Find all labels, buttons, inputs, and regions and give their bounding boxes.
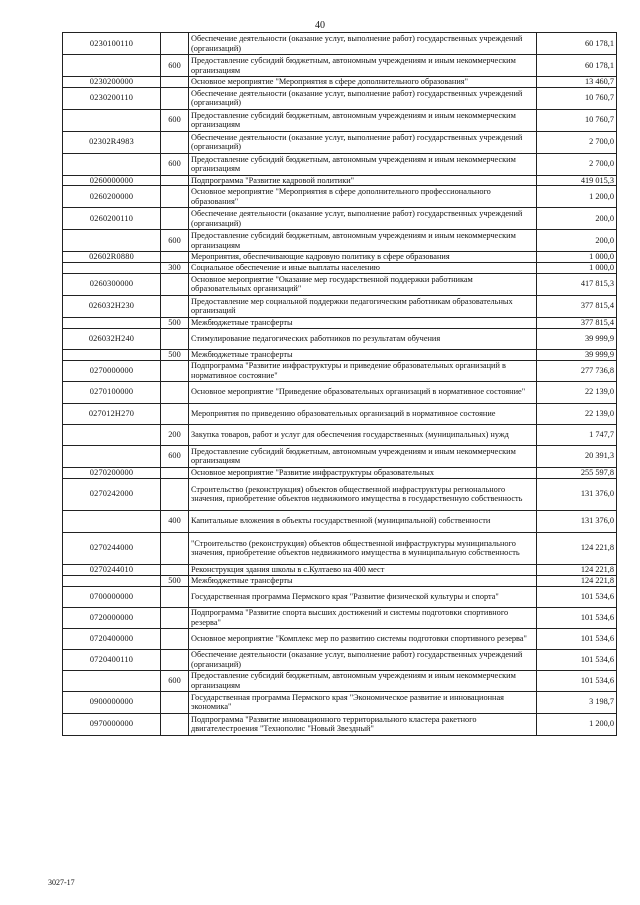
row-name: Капитальные вложения в объекты государственной (муниципальной) собственности bbox=[189, 510, 537, 532]
table-row bbox=[63, 328, 617, 349]
row-amount: 13 460,7 bbox=[537, 77, 617, 88]
row-amount: 3 198,7 bbox=[537, 691, 617, 713]
row-name: Строительство (реконструкция) объектов общественной инфраструктуры регионального значения, приобретение объектов недвижимого имущества в государственную собственность bbox=[189, 478, 537, 510]
row-name: Основное мероприятие "Приведение образовательных организаций в нормативное состояние" bbox=[189, 381, 537, 403]
row-code bbox=[63, 230, 161, 252]
row-code bbox=[63, 317, 161, 328]
row-expense-type bbox=[161, 360, 189, 381]
row-expense-type bbox=[161, 77, 189, 88]
row-expense-type: 600 bbox=[161, 109, 189, 131]
table-row bbox=[63, 295, 617, 317]
row-amount: 377 815,4 bbox=[537, 295, 617, 317]
row-expense-type bbox=[161, 328, 189, 349]
row-amount: 10 760,7 bbox=[537, 109, 617, 131]
row-amount: 1 747,7 bbox=[537, 424, 617, 445]
row-name: Закупка товаров, работ и услуг для обеспечения государственных (муниципальных) нужд bbox=[189, 424, 537, 445]
row-expense-type bbox=[161, 691, 189, 713]
row-name: Государственная программа Пермского края "Экономическое развитие и инновационная экономика" bbox=[189, 691, 537, 713]
row-code: 0270244010 bbox=[63, 564, 161, 575]
table-row bbox=[63, 713, 617, 735]
row-amount: 377 815,4 bbox=[537, 317, 617, 328]
row-name: Основное мероприятие "Мероприятия в сфере дополнительного профессионального образования" bbox=[189, 186, 537, 208]
row-expense-type: 600 bbox=[161, 230, 189, 252]
row-name: Предоставление субсидий бюджетным, автономным учреждениям и иным некоммерческим организациям bbox=[189, 445, 537, 467]
row-amount: 39 999,9 bbox=[537, 349, 617, 360]
row-code bbox=[63, 424, 161, 445]
table-row bbox=[63, 153, 617, 175]
table-row bbox=[63, 186, 617, 208]
row-amount: 39 999,9 bbox=[537, 328, 617, 349]
row-code bbox=[63, 349, 161, 360]
row-name: Подпрограмма "Развитие кадровой политики" bbox=[189, 175, 537, 186]
table-row bbox=[63, 317, 617, 328]
document-footer-code: 3027-17 bbox=[48, 878, 75, 887]
row-code: 0230100110 bbox=[63, 33, 161, 55]
row-code: 0720400000 bbox=[63, 628, 161, 649]
row-code: 02602R0880 bbox=[63, 252, 161, 263]
table-row bbox=[63, 628, 617, 649]
row-code: 0270100000 bbox=[63, 381, 161, 403]
row-amount: 22 139,0 bbox=[537, 381, 617, 403]
row-amount: 101 534,6 bbox=[537, 607, 617, 628]
row-code bbox=[63, 55, 161, 77]
table-row bbox=[63, 564, 617, 575]
table-row bbox=[63, 381, 617, 403]
row-name: Предоставление субсидий бюджетным, автономным учреждениям и иным некоммерческим организациям bbox=[189, 153, 537, 175]
row-code: 026032Н240 bbox=[63, 328, 161, 349]
row-amount: 124 221,8 bbox=[537, 532, 617, 564]
row-code bbox=[63, 670, 161, 691]
row-expense-type: 500 bbox=[161, 575, 189, 586]
table-row bbox=[63, 349, 617, 360]
row-expense-type bbox=[161, 564, 189, 575]
row-expense-type bbox=[161, 186, 189, 208]
row-code: 0720000000 bbox=[63, 607, 161, 628]
row-code: 026032Н230 bbox=[63, 295, 161, 317]
row-name: Предоставление субсидий бюджетным, автономным учреждениям и иным некоммерческим организациям bbox=[189, 670, 537, 691]
table-row bbox=[63, 586, 617, 607]
row-expense-type bbox=[161, 467, 189, 478]
table-row bbox=[63, 510, 617, 532]
row-expense-type bbox=[161, 713, 189, 735]
row-code: 0900000000 bbox=[63, 691, 161, 713]
row-amount: 124 221,8 bbox=[537, 575, 617, 586]
row-amount: 2 700,0 bbox=[537, 153, 617, 175]
row-name: Обеспечение деятельности (оказание услуг, выполнение работ) государственных учреждений (организаций) bbox=[189, 131, 537, 153]
budget-table-body bbox=[63, 33, 617, 736]
row-name: Социальное обеспечение и иные выплаты населению bbox=[189, 262, 537, 273]
row-name: "Строительство (реконструкция) объектов общественной инфраструктуры муниципального значения, приобретение объектов недвижимого имущества в муниципальную собственность bbox=[189, 532, 537, 564]
row-name: Основное мероприятие "Оказание мер государственной поддержки работникам образовательных организаций" bbox=[189, 273, 537, 295]
row-code: 027012Н270 bbox=[63, 403, 161, 424]
table-row bbox=[63, 691, 617, 713]
table-row bbox=[63, 670, 617, 691]
row-expense-type bbox=[161, 33, 189, 55]
row-name: Межбюджетные трансферты bbox=[189, 575, 537, 586]
table-row bbox=[63, 424, 617, 445]
row-expense-type: 600 bbox=[161, 55, 189, 77]
row-code: 0230200110 bbox=[63, 87, 161, 109]
row-expense-type bbox=[161, 131, 189, 153]
table-row bbox=[63, 532, 617, 564]
table-row bbox=[63, 208, 617, 230]
row-name: Предоставление мер социальной поддержки педагогическим работникам образовательных организаций bbox=[189, 295, 537, 317]
row-name: Обеспечение деятельности (оказание услуг, выполнение работ) государственных учреждений (организаций) bbox=[189, 87, 537, 109]
row-amount: 200,0 bbox=[537, 230, 617, 252]
row-amount: 20 391,3 bbox=[537, 445, 617, 467]
table-row bbox=[63, 478, 617, 510]
row-amount: 131 376,0 bbox=[537, 478, 617, 510]
row-code bbox=[63, 445, 161, 467]
row-amount: 200,0 bbox=[537, 208, 617, 230]
row-amount: 277 736,8 bbox=[537, 360, 617, 381]
row-name: Основное мероприятие "Мероприятия в сфере дополнительного образования" bbox=[189, 77, 537, 88]
row-code bbox=[63, 510, 161, 532]
row-code: 02302R4983 bbox=[63, 131, 161, 153]
row-name: Обеспечение деятельности (оказание услуг, выполнение работ) государственных учреждений (организаций) bbox=[189, 33, 537, 55]
table-row bbox=[63, 55, 617, 77]
row-code bbox=[63, 575, 161, 586]
table-row bbox=[63, 607, 617, 628]
table-row bbox=[63, 262, 617, 273]
table-row bbox=[63, 360, 617, 381]
row-code: 0260200110 bbox=[63, 208, 161, 230]
row-expense-type bbox=[161, 607, 189, 628]
row-name: Подпрограмма "Развитие инновационного территориального кластера ракетного двигателестроения "Технополис "Новый Звездный" bbox=[189, 713, 537, 735]
row-code: 0270200000 bbox=[63, 467, 161, 478]
row-expense-type bbox=[161, 649, 189, 670]
table-row bbox=[63, 273, 617, 295]
row-name: Мероприятия по приведению образовательных организаций в нормативное состояние bbox=[189, 403, 537, 424]
row-amount: 1 200,0 bbox=[537, 713, 617, 735]
table-row bbox=[63, 131, 617, 153]
row-amount: 60 178,1 bbox=[537, 55, 617, 77]
row-expense-type: 600 bbox=[161, 670, 189, 691]
row-code: 0260300000 bbox=[63, 273, 161, 295]
table-row bbox=[63, 445, 617, 467]
row-code: 0720400110 bbox=[63, 649, 161, 670]
row-code: 0270000000 bbox=[63, 360, 161, 381]
table-row bbox=[63, 230, 617, 252]
row-name: Основное мероприятие "Комплекс мер по развитию системы подготовки спортивного резерва" bbox=[189, 628, 537, 649]
row-amount: 417 815,3 bbox=[537, 273, 617, 295]
row-expense-type bbox=[161, 87, 189, 109]
row-name: Подпрограмма "Развитие инфраструктуры и приведение образовательных организаций в нормативное состояние" bbox=[189, 360, 537, 381]
row-expense-type bbox=[161, 628, 189, 649]
row-code: 0970000000 bbox=[63, 713, 161, 735]
row-amount: 255 597,8 bbox=[537, 467, 617, 478]
row-code: 0270244000 bbox=[63, 532, 161, 564]
row-name: Подпрограмма "Развитие спорта высших достижений и системы подготовки спортивного резерва" bbox=[189, 607, 537, 628]
row-amount: 1 200,0 bbox=[537, 186, 617, 208]
row-amount: 60 178,1 bbox=[537, 33, 617, 55]
row-amount: 10 760,7 bbox=[537, 87, 617, 109]
row-expense-type bbox=[161, 273, 189, 295]
table-row bbox=[63, 252, 617, 263]
row-name: Предоставление субсидий бюджетным, автономным учреждениям и иным некоммерческим организациям bbox=[189, 230, 537, 252]
row-expense-type bbox=[161, 381, 189, 403]
row-name: Обеспечение деятельности (оказание услуг, выполнение работ) государственных учреждений (организаций) bbox=[189, 208, 537, 230]
row-expense-type bbox=[161, 478, 189, 510]
row-amount: 1 000,0 bbox=[537, 252, 617, 263]
row-expense-type bbox=[161, 175, 189, 186]
row-expense-type bbox=[161, 532, 189, 564]
row-expense-type bbox=[161, 403, 189, 424]
row-expense-type bbox=[161, 586, 189, 607]
row-name: Государственная программа Пермского края "Развитие физической культуры и спорта" bbox=[189, 586, 537, 607]
row-name: Основное мероприятие "Развитие инфраструктуры образовательных bbox=[189, 467, 537, 478]
row-code bbox=[63, 109, 161, 131]
row-code: 0230200000 bbox=[63, 77, 161, 88]
row-amount: 101 534,6 bbox=[537, 649, 617, 670]
row-amount: 124 221,8 bbox=[537, 564, 617, 575]
table-row bbox=[63, 33, 617, 55]
row-expense-type: 600 bbox=[161, 445, 189, 467]
row-name: Мероприятия, обеспечивающие кадровую политику в сфере образования bbox=[189, 252, 537, 263]
row-name: Предоставление субсидий бюджетным, автономным учреждениям и иным некоммерческим организациям bbox=[189, 109, 537, 131]
row-amount: 101 534,6 bbox=[537, 586, 617, 607]
row-amount: 22 139,0 bbox=[537, 403, 617, 424]
row-name: Обеспечение деятельности (оказание услуг, выполнение работ) государственных учреждений (организаций) bbox=[189, 649, 537, 670]
row-expense-type: 500 bbox=[161, 349, 189, 360]
row-expense-type: 600 bbox=[161, 153, 189, 175]
row-expense-type: 300 bbox=[161, 262, 189, 273]
table-row bbox=[63, 175, 617, 186]
row-expense-type bbox=[161, 208, 189, 230]
table-row bbox=[63, 575, 617, 586]
row-name: Реконструкция здания школы в с.Култаево на 400 мест bbox=[189, 564, 537, 575]
table-row bbox=[63, 77, 617, 88]
row-code: 0270242000 bbox=[63, 478, 161, 510]
row-expense-type: 400 bbox=[161, 510, 189, 532]
row-name: Предоставление субсидий бюджетным, автономным учреждениям и иным некоммерческим организациям bbox=[189, 55, 537, 77]
row-expense-type bbox=[161, 295, 189, 317]
row-code bbox=[63, 262, 161, 273]
row-code: 0700000000 bbox=[63, 586, 161, 607]
row-amount: 2 700,0 bbox=[537, 131, 617, 153]
table-row bbox=[63, 649, 617, 670]
row-name: Стимулирование педагогических работников по результатам обучения bbox=[189, 328, 537, 349]
table-row bbox=[63, 403, 617, 424]
table-row bbox=[63, 109, 617, 131]
row-amount: 1 000,0 bbox=[537, 262, 617, 273]
row-amount: 419 015,3 bbox=[537, 175, 617, 186]
row-name: Межбюджетные трансферты bbox=[189, 349, 537, 360]
table-row bbox=[63, 87, 617, 109]
row-amount: 131 376,0 bbox=[537, 510, 617, 532]
row-expense-type bbox=[161, 252, 189, 263]
row-code: 0260200000 bbox=[63, 186, 161, 208]
row-amount: 101 534,6 bbox=[537, 670, 617, 691]
row-code bbox=[63, 153, 161, 175]
row-amount: 101 534,6 bbox=[537, 628, 617, 649]
row-expense-type: 500 bbox=[161, 317, 189, 328]
page-number: 40 bbox=[315, 20, 325, 31]
row-expense-type: 200 bbox=[161, 424, 189, 445]
table-row bbox=[63, 467, 617, 478]
budget-table bbox=[62, 32, 617, 736]
row-code: 0260000000 bbox=[63, 175, 161, 186]
row-name: Межбюджетные трансферты bbox=[189, 317, 537, 328]
